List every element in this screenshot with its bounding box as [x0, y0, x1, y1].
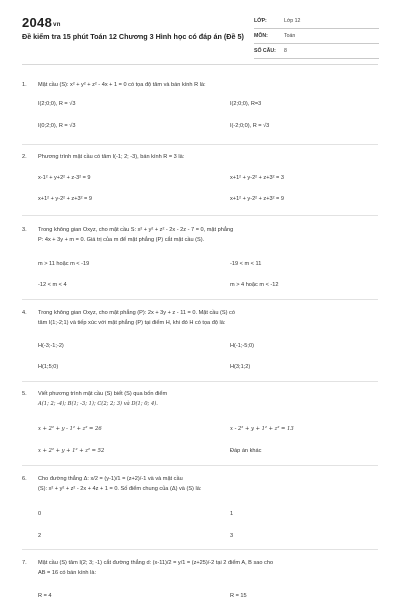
question-7 — [22, 558, 378, 599]
question-3 — [22, 225, 378, 288]
page-title: Đề kiểm tra 15 phút Toán 12 Chương 3 Hình học có đáp án (Đề 5) — [22, 32, 244, 41]
question-text: Trong không gian Oxyz, cho mặt phẳng (P): 2x + 3y + z - 11 = 0. Mặt cầu (S) có — [38, 310, 235, 316]
site-logo[interactable] — [22, 15, 61, 30]
option-b[interactable]: 1 — [230, 511, 234, 517]
meta-row-class — [254, 14, 379, 29]
option-b[interactable]: R = 15 — [230, 593, 247, 599]
question-number: 3. — [22, 227, 27, 233]
meta-row-count — [254, 44, 379, 59]
option-a[interactable]: x + 2² + y - 1² + z² = 26 — [38, 426, 102, 432]
meta-key: MÔN: — [254, 33, 268, 39]
option-d[interactable]: I(-2;0;0), R = √3 — [230, 123, 270, 129]
meta-row-subject — [254, 29, 379, 44]
meta-key: LỚP: — [254, 18, 267, 24]
option-b[interactable]: I(2;0;0), R=3 — [230, 101, 262, 107]
question-divider — [22, 215, 378, 216]
question-text-line-2: AB = 16 có bán kính là: — [38, 570, 96, 576]
question-divider — [22, 144, 378, 145]
question-number: 6. — [22, 476, 27, 482]
option-b[interactable]: -19 < m < 11 — [230, 261, 262, 267]
question-text: Cho đường thẳng Δ: x/2 = (y-1)/1 = (z+2)/-1 và và mặt cầu — [38, 476, 183, 482]
question-divider — [22, 465, 378, 466]
meta-info-table — [254, 14, 379, 59]
option-c[interactable]: 2 — [38, 533, 42, 539]
question-divider — [22, 381, 378, 382]
meta-key: SỐ CÂU: — [254, 48, 276, 54]
option-b[interactable]: x - 2² + y + 1² + z² = 13 — [230, 426, 294, 432]
question-number: 4. — [22, 310, 27, 316]
question-1 — [22, 80, 378, 129]
question-divider — [22, 299, 378, 300]
logo-suffix: vn — [53, 22, 61, 28]
option-c[interactable]: x + 2² + y + 1² + z² = 52 — [38, 448, 105, 454]
option-d[interactable]: x+1² + y-2² + z+3² = 9 — [230, 196, 284, 202]
logo-text: 2048 — [22, 15, 53, 30]
option-a[interactable]: x-1² + y+2² + z-3² = 9 — [38, 175, 91, 181]
option-a[interactable]: 0 — [38, 511, 42, 517]
question-number: 5. — [22, 391, 27, 397]
question-2 — [22, 152, 378, 202]
meta-value: Toán — [284, 33, 296, 39]
option-c[interactable]: -12 < m < 4 — [38, 282, 67, 288]
option-a[interactable]: R = 4 — [38, 593, 52, 599]
option-a[interactable]: H(-3;-1;-2) — [38, 343, 64, 349]
question-text-line-2: tâm I(1;-2;1) và tiếp xúc với mặt phẳng (P) tại điểm H, khi đó H có tọa độ là: — [38, 320, 226, 326]
option-b[interactable]: x+1² + y-2² + z+3² = 3 — [230, 175, 284, 181]
question-divider — [22, 549, 378, 550]
question-4 — [22, 308, 378, 370]
question-number: 1. — [22, 82, 27, 88]
option-c[interactable]: H(1;5;0) — [38, 364, 59, 370]
option-d[interactable]: H(3;1;2) — [230, 364, 251, 370]
question-number: 7. — [22, 560, 27, 566]
question-text: Viết phương trình mặt cầu (S) biết (S) qua bốn điểm — [38, 391, 168, 397]
option-b[interactable]: H(-1;-5;0) — [230, 343, 254, 349]
question-5 — [22, 389, 378, 454]
option-d[interactable]: 3 — [230, 533, 234, 539]
question-text: Mặt cầu (S) tâm I(2; 3; -1) cắt đường thẳng d: (x-11)/2 = y/1 = (z+25)/-2 tại 2 điểm A, B sao cho — [38, 560, 274, 566]
question-number: 2. — [22, 154, 27, 160]
question-text: Phương trình mặt cầu có tâm I(-1; 2; -3), bán kính R = 3 là: — [38, 154, 185, 160]
meta-value: 8 — [284, 48, 287, 54]
option-c[interactable]: I(0;2;0), R = √3 — [38, 123, 76, 129]
option-a[interactable]: I(2;0;0), R = √3 — [38, 101, 76, 107]
option-a[interactable]: m > 11 hoặc m < -19 — [38, 261, 90, 267]
question-text: Trong không gian Oxyz, cho mặt cầu S: x² + y² + z² - 2x - 2z - 7 = 0, mặt phẳng — [38, 227, 234, 233]
question-text-line-2: P: 4x + 3y + m = 0. Giá trị của m để mặt phẳng (P) cắt mặt cầu (S). — [38, 237, 205, 243]
question-6 — [22, 474, 378, 539]
question-text-line-2: A(1; 2; -4); B(1; -3; 1); C(2; 2; 3) và D(1; 0; 4). — [38, 401, 158, 407]
option-c[interactable]: x+1² + y-2² + z+3² = 9 — [38, 196, 92, 202]
meta-value: Lớp 12 — [284, 18, 301, 24]
option-d[interactable]: Đáp án khác — [230, 448, 262, 454]
question-text: Mặt cầu (S): x² + y² + z² - 4x + 1 = 0 có tọa độ tâm và bán kính R là: — [38, 82, 206, 88]
option-d[interactable]: m > 4 hoặc m < -12 — [230, 282, 279, 288]
question-text-line-2: (S): x² + y² + z² - 2x + 4z + 1 = 0. Số điểm chung của (Δ) và (S) là: — [38, 486, 202, 492]
header-divider — [22, 64, 378, 65]
